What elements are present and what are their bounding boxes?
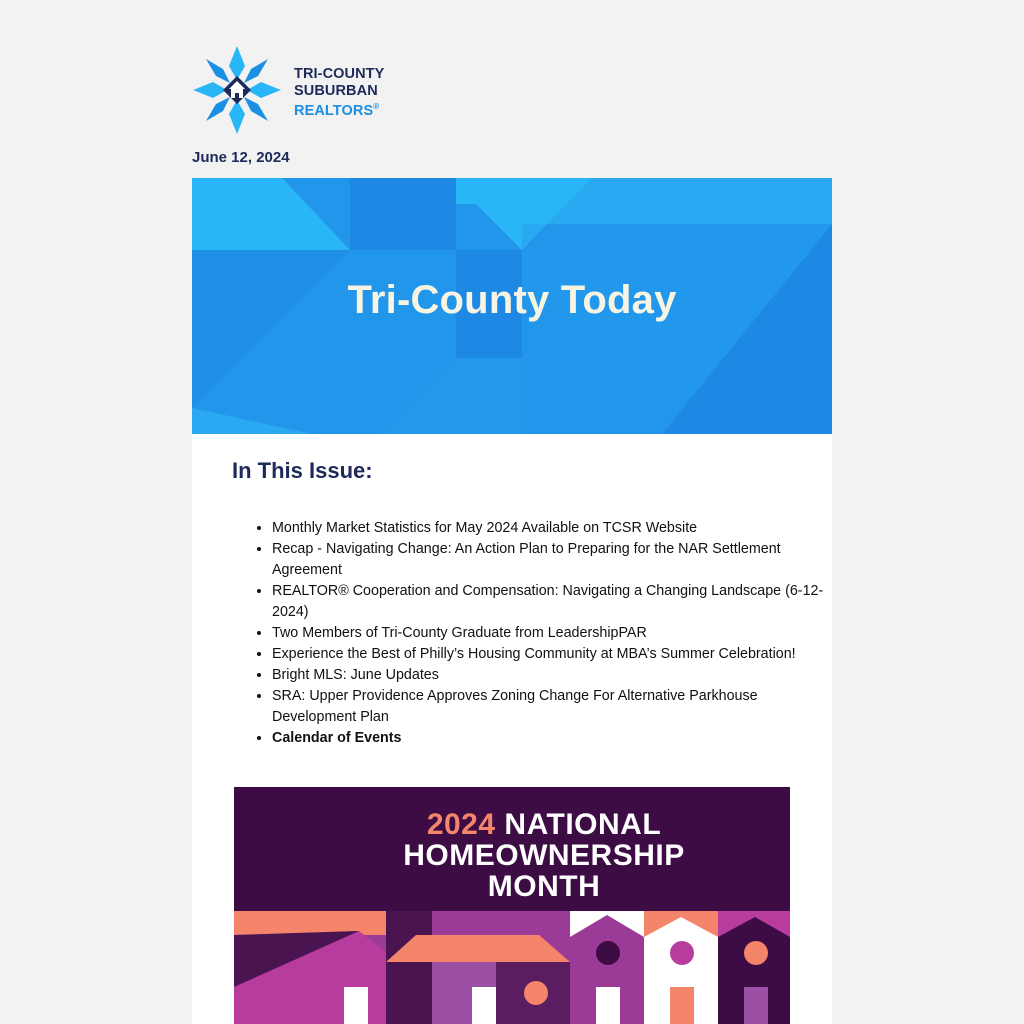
issue-link-navigating-change[interactable]: • Recap - Navigating Change: An Action Plan to Preparing for the NAR Settlement Agreement [272,539,832,581]
issue-link-calendar-of-events[interactable]: • Calendar of Events [272,728,832,749]
issue-link-leadershippar[interactable]: • Two Members of Tri-County Graduate from LeadershipPAR [272,623,832,644]
logo-line-3-text: REALTORS [294,103,374,119]
promo-line-1-rest: NATIONAL [504,808,662,841]
homeownership-month-title [359,809,729,902]
hero-title: Tri-County Today [347,278,677,322]
brand-logo[interactable] [192,44,412,136]
registered-mark: ® [373,102,380,111]
logo-line-1: TRI-COUNTY [294,66,385,82]
issue-link-mba-summer-celebration[interactable]: • Experience the Best of Philly’s Housing Community at MBA’s Summer Celebration! [272,644,832,665]
content-card [192,434,832,1024]
promo-line-1 [359,809,729,840]
issue-link-bright-mls[interactable]: • Bright MLS: June Updates [272,665,832,686]
hero-banner [192,178,832,434]
issue-link-upper-providence[interactable]: • SRA: Upper Providence Approves Zoning Change For Alternative Parkhouse Development Plan [272,686,832,728]
issue-list [232,518,832,749]
issue-date: June 12, 2024 [192,149,290,166]
issue-link-realtor-cooperation[interactable]: • REALTOR® Cooperation and Compensation: Navigating a Changing Landscape (6-12-2024) [272,581,832,623]
logo-line-3 [294,99,384,120]
snowflake-house-icon [192,44,282,136]
logo-wordmark [294,66,384,120]
promo-line-2: HOMEOWNERSHIP [403,839,685,872]
promo-line-3: MONTH [487,870,601,903]
issue-link-market-statistics[interactable]: • Monthly Market Statistics for May 2024 Available on TCSR Website [272,518,832,539]
promo-year: 2024 [426,808,496,841]
in-this-issue-heading: In This Issue: [232,458,373,483]
homeownership-month-banner[interactable] [234,787,790,1024]
logo-line-2: SUBURBAN [294,82,378,99]
